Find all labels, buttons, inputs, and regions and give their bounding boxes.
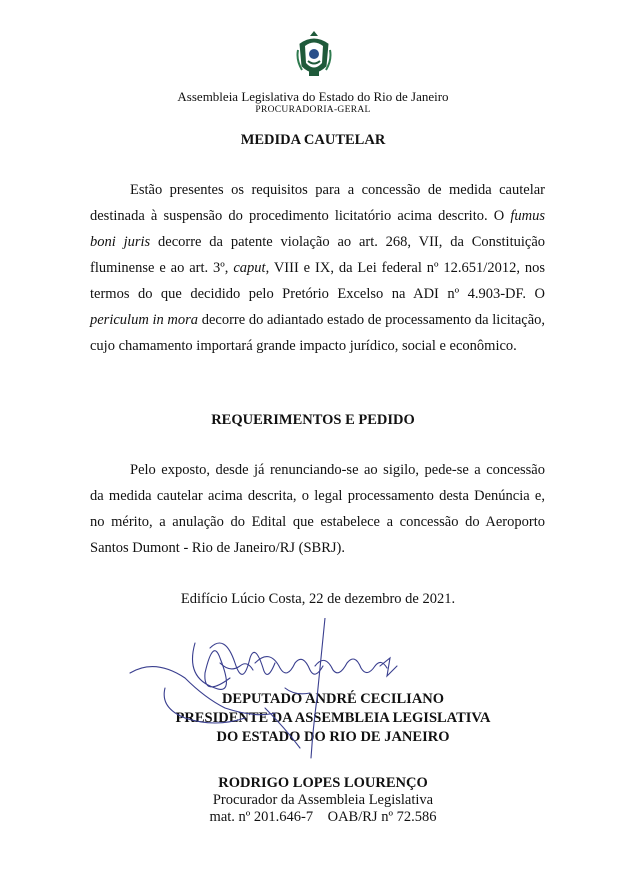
signatory-title: DEPUTADO ANDRÉ CECILIANO bbox=[221, 691, 445, 707]
institution-name: Assembleia Legislativa do Estado do Rio de Janeiro bbox=[177, 89, 449, 104]
procurator-name: RODRIGO LOPES LOURENÇO bbox=[218, 775, 428, 791]
procurator-registration: mat. nº 201.646-7 OAB/RJ nº 72.586 bbox=[209, 809, 437, 825]
text-run: , VIII e IX, da Lei federal nº 12.651/2012, nos termos do que decidido pelo Pretório Excelso na ADI nº 4.903-DF. O bbox=[90, 260, 545, 302]
text-run: Pelo exposto, desde já renunciando-se ao sigilo, pede-se a concessão da medida cautelar acima descrita, o legal processamento desta Denúncia e, no mérito, a anulação do Edital que estabelece a concessão do Aeroporto Santos Dumont - Rio de Janeiro/RJ (SBRJ). bbox=[90, 462, 545, 556]
text-run: decorre da patente violação ao art. 268, VII, da Constituição fluminense e ao art. 3º, bbox=[90, 234, 545, 276]
department-name: PROCURADORIA-GERAL bbox=[255, 105, 371, 115]
section-title-medida-cautelar: MEDIDA CAUTELAR bbox=[240, 132, 386, 148]
text-run: Estão presentes os requisitos para a concessão de medida cautelar destinada à suspensão do procedimento licitatório acima descrito. O bbox=[90, 182, 545, 224]
italic-term: periculum in mora bbox=[90, 312, 199, 328]
signatory-institution: DO ESTADO DO RIO DE JANEIRO bbox=[216, 729, 450, 745]
italic-term: fumus boni juris bbox=[90, 208, 545, 250]
signatory-role: PRESIDENTE DA ASSEMBLEIA LEGISLATIVA bbox=[175, 710, 491, 726]
italic-term: caput bbox=[233, 260, 266, 276]
paragraph-medida-cautelar bbox=[90, 177, 545, 359]
procurator-block bbox=[0, 775, 626, 826]
date-line: Edifício Lúcio Costa, 22 de dezembro de 2021. bbox=[180, 591, 456, 607]
section-title-requerimentos: REQUERIMENTOS E PEDIDO bbox=[211, 412, 415, 428]
state-crest-icon bbox=[296, 30, 332, 80]
handwritten-signature bbox=[125, 618, 425, 763]
text-run: decorre do adiantado estado de processamento da licitação, cujo chamamento importará grande impacto jurídico, social e econômico. bbox=[90, 312, 546, 354]
procurator-role: Procurador da Assembleia Legislativa bbox=[212, 792, 434, 808]
paragraph-requerimentos bbox=[90, 457, 545, 561]
